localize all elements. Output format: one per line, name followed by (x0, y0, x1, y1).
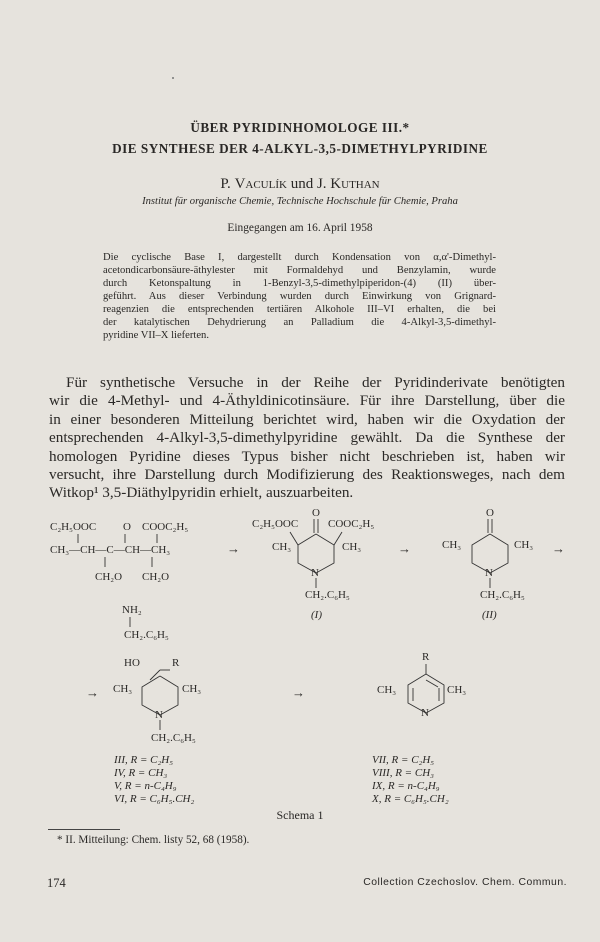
backbone-label: CH₃—CH—C—CH—CH₃ (50, 544, 171, 556)
c4-r: R (422, 651, 430, 663)
abstract-line: reagenzien die entsprechenden tertiären Alkohole III–VI erhalten, die bei (103, 304, 496, 315)
c1-label: (I) (311, 609, 322, 621)
amine-label: NH₂ (122, 604, 142, 616)
body-line: versucht, ihre Darstellung durch Modifizierung des Reaktionsweges, nach dem (49, 466, 565, 484)
c2-oxo: O (486, 507, 494, 519)
list-right (371, 754, 449, 805)
body-line: entsprechenden 4-Alkyl-3,5-dimethylpyridine gewählt. Da die Synthese der (49, 429, 565, 447)
list-left-item: III, R = C₂H₅ (114, 754, 174, 766)
c2-benzyl: CH₂.C₆H₅ (480, 589, 525, 601)
c4-methyl-left: CH₃ (377, 684, 397, 696)
starting-materials (50, 521, 188, 641)
c3-hydroxy: HO (124, 657, 140, 669)
body-line: Witkop¹ 3,5-Diäthylpyridin erhielt, auszuarbeiten. (49, 484, 354, 502)
author-1-initial: P. (220, 176, 235, 192)
compound-III-VI (113, 657, 201, 744)
abstract-line: Die cyclische Base I, dargestellt durch Kondensation von α,α'-Dimethyl- (103, 252, 496, 263)
body-line: wir die 4-Methyl- und 4-Äthyldinicotinsäure. Für ihre Darstellung, über die (49, 392, 565, 410)
page-number: 174 (47, 876, 66, 890)
title-line-1: ÜBER PYRIDINHOMOLOGE III.* (190, 120, 410, 135)
c1-benzyl: CH₂.C₆H₅ (305, 589, 350, 601)
c1-ester-left: C₂H₅OOC (252, 518, 299, 530)
arrow-3: → (552, 541, 565, 556)
c2-nitrogen: N (485, 567, 493, 579)
c3-r: R (172, 657, 180, 669)
author-connector: und J. (286, 176, 331, 192)
list-right-item: VIII, R = CH₃ (372, 767, 434, 779)
oxo-label: O (123, 521, 131, 533)
compound-I (252, 507, 374, 621)
speck (172, 77, 174, 79)
arrow-2: → (398, 541, 411, 556)
list-right-item: X, R = C₆H₅.CH₂ (372, 793, 449, 805)
author-1-name: Vaculík (234, 176, 287, 192)
received-date: Eingegangen am 16. April 1958 (227, 222, 373, 234)
c2-label: (II) (482, 609, 497, 621)
body-line: Für synthetische Versuche in der Reihe der Pyridinderivate benötigten (66, 374, 565, 391)
formaldehyde-left: CH₂O (95, 571, 123, 583)
c2-methyl-right: CH₃ (514, 539, 534, 551)
c1-nitrogen: N (311, 567, 319, 579)
abstract-line: geführt. Aus dieser Verbindung wurden durch Einwirkung von Grignard- (103, 291, 496, 302)
list-left (113, 754, 194, 805)
c4-methyl-right: CH₃ (447, 684, 467, 696)
scheme-caption: Schema 1 (276, 808, 324, 822)
list-right-item: VII, R = C₂H₅ (372, 754, 435, 766)
c4-nitrogen: N (421, 707, 429, 719)
institute: Institut für organische Chemie, Technische Hochschule für Chemie, Praha (142, 196, 458, 207)
authors (0, 176, 600, 193)
abstract (103, 251, 496, 342)
list-left-item: IV, R = CH₃ (114, 767, 168, 779)
list-left-item: V, R = n-C₄H₉ (114, 780, 177, 792)
ester-left-label: C₂H₅OOC (50, 521, 97, 533)
journal-name: Collection Czechoslov. Chem. Commun. (363, 877, 567, 888)
abstract-line: durch Ketonspaltung in 1-Benzyl-3,5-dimethylpiperidon-(4) (II) über- (103, 278, 496, 289)
abstract-line: der katalytischen Dehydrierung an Palladium die 4-Alkyl-3,5-dimethyl- (103, 317, 496, 328)
c1-methyl-left: CH₃ (272, 541, 292, 553)
author-2-name: Kuthan (330, 176, 380, 192)
c3-methyl-left: CH₃ (113, 683, 133, 695)
formaldehyde-right: CH₂O (142, 571, 170, 583)
arrow-5: → (292, 685, 305, 700)
c2-methyl-left: CH₃ (442, 539, 462, 551)
body-line: homologen Pyridine dieses Typus bisher nicht beschrieben ist, haben wir (49, 447, 565, 465)
c1-oxo: O (312, 507, 320, 519)
abstract-line: pyridine VII–X lieferten. (103, 330, 209, 341)
ester-right-label: COOC₂H₅ (142, 521, 189, 533)
c3-nitrogen: N (155, 709, 163, 721)
footnote-rule (48, 829, 120, 830)
c3-methyl-right: CH₃ (182, 683, 202, 695)
compound-VII-X (377, 651, 466, 719)
list-left-item: VI, R = C₆H₅.CH₂ (114, 793, 195, 805)
c1-ester-right: COOC₂H₅ (328, 518, 375, 530)
abstract-line: acetondicarbonsäure-äthylester mit Formaldehyd und Benzylamin, wurde (103, 265, 496, 276)
c3-benzyl: CH₂.C₆H₅ (151, 732, 196, 744)
body-line: in einer besonderen Mitteilung berichtet wird, haben wir die Oxydation der (49, 410, 565, 428)
list-right-item: IX, R = n-C₄H₉ (372, 780, 440, 792)
amine-benzyl-label: CH₂.C₆H₅ (124, 629, 169, 641)
reaction-scheme (0, 495, 600, 815)
body-paragraph (49, 374, 565, 503)
compound-II (442, 507, 533, 621)
title-line-2: DIE SYNTHESE DER 4-ALKYL-3,5-DIMETHYLPYRIDINE (112, 141, 488, 156)
arrow-4: → (86, 685, 99, 700)
arrow-1: → (227, 541, 240, 556)
footnote: * II. Mitteilung: Chem. listy 52, 68 (1958). (57, 834, 250, 846)
c1-methyl-right: CH₃ (342, 541, 362, 553)
